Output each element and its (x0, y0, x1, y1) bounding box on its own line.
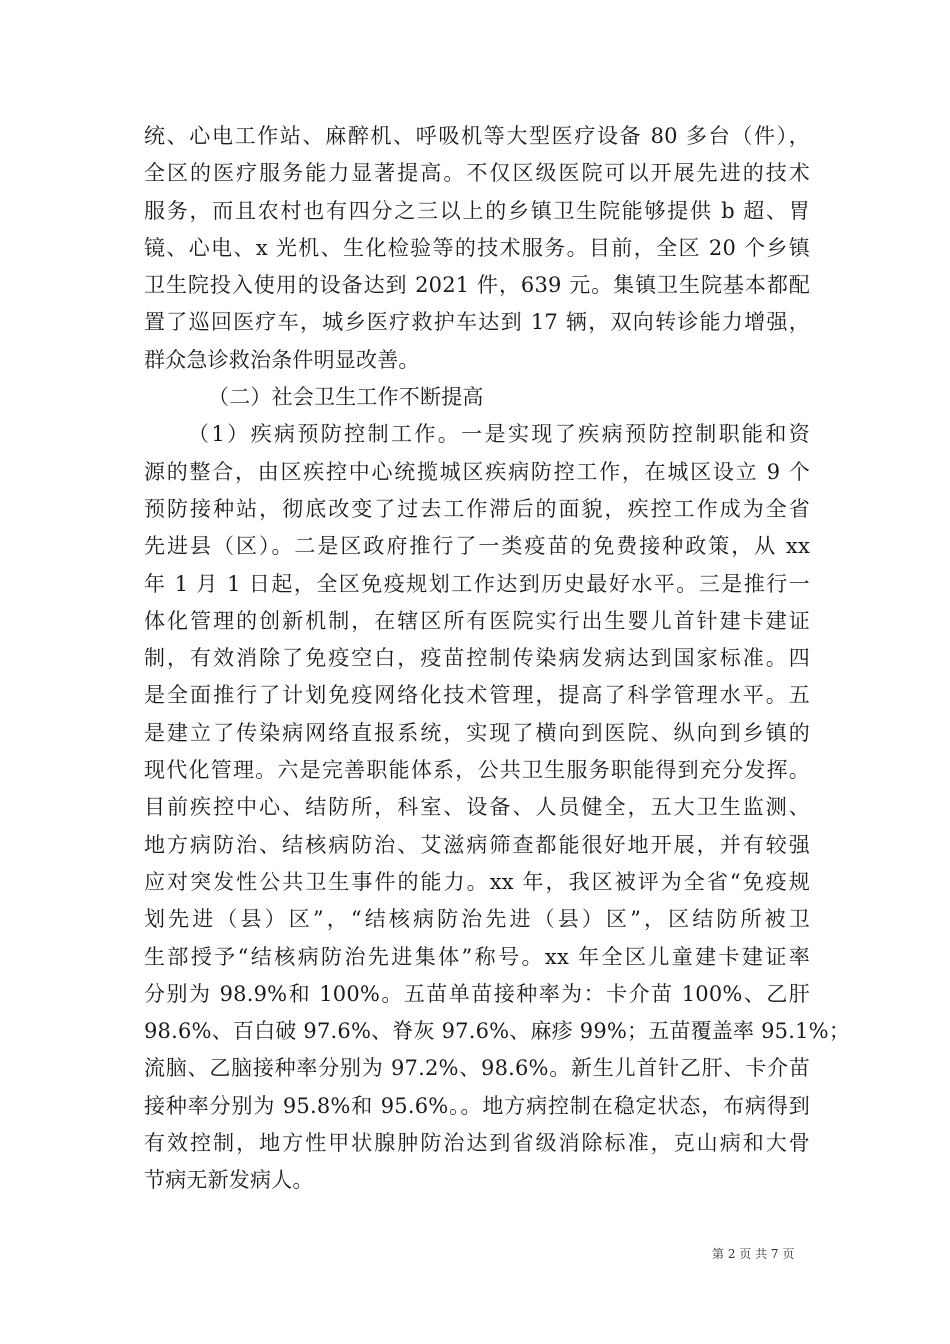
section-heading: （二）社会卫生工作不断提高 (208, 385, 484, 410)
text-line: 分别为 98.9%和 100%。五苗单苗接种率为：卡介苗 100%、乙肝 (144, 981, 810, 1006)
text-line: 群众急诊救治条件明显改善。 (144, 347, 420, 372)
text-line: （1）疾病预防控制工作。一是实现了疾病预防控制职能和资 (188, 422, 810, 447)
text-line: 源的整合，由区疾控中心统揽城区疾病防控工作，在城区设立 9 个 (144, 459, 810, 484)
text-line: 是建立了传染病网络直报系统，实现了横向到医院、纵向到乡镇的 (144, 720, 810, 745)
text-line: 是全面推行了计划免疫网络化技术管理，提高了科学管理水平。五 (144, 683, 810, 708)
paragraph-equipment (144, 118, 810, 379)
text-line: 节病无新发病人。 (144, 1168, 314, 1193)
text-line: 地方病防治、结核病防治、艾滋病筛查都能很好地开展，并有较强 (144, 832, 810, 857)
text-line: 卫生院投入使用的设备达到 2021 件，639 元。集镇卫生院基本都配 (144, 273, 810, 298)
text-line: 服务，而且农村也有四分之三以上的乡镇卫生院能够提供 b 超、胃 (144, 198, 810, 223)
text-line: 镜、心电、x 光机、生化检验等的技术服务。目前，全区 20 个乡镇 (144, 235, 810, 260)
text-line: 有效控制，地方性甲状腺肿防治达到省级消除标准，克山病和大骨 (144, 1131, 810, 1156)
text-line: 应对突发性公共卫生事件的能力。xx 年，我区被评为全省“免疫规 (144, 869, 810, 894)
text-line: 先进县（区）。二是区政府推行了一类疫苗的免费接种政策，从 xx (144, 534, 810, 559)
page-number: 第 2 页 共 7 页 (712, 1247, 795, 1261)
text-line: 98.6%、百白破 97.6%、脊灰 97.6%、麻疹 99%；五苗覆盖率 95.1%； (144, 1019, 851, 1044)
text-line: 制，有效消除了免疫空白，疫苗控制传染病发病达到国家标准。四 (144, 646, 810, 671)
text-line: 体化管理的创新机制，在辖区所有医院实行出生婴儿首针建卡建证 (144, 608, 810, 633)
text-line: 现代化管理。六是完善职能体系，公共卫生服务职能得到充分发挥。 (144, 758, 810, 783)
text-line: 预防接种站，彻底改变了过去工作滞后的面貌，疾控工作成为全省 (144, 496, 810, 521)
text-line: 划先进（县）区”，“结核病防治先进（县）区”，区结防所被卫 (144, 907, 810, 932)
paragraph-disease-control (144, 416, 851, 1199)
text-line: 接种率分别为 95.8%和 95.6%。。地方病控制在稳定状态，布病得到 (144, 1093, 810, 1118)
document-body (144, 118, 851, 1200)
text-line: 年 1 月 1 日起，全区免疫规划工作达到历史最好水平。三是推行一 (144, 571, 810, 596)
text-line: 全区的医疗服务能力显著提高。不仅区级医院可以开展先进的技术 (144, 161, 810, 186)
text-line: 统、心电工作站、麻醉机、呼吸机等大型医疗设备 80 多台（件）， (144, 124, 810, 148)
text-line: 置了巡回医疗车，城乡医疗救护车达到 17 辆，双向转诊能力增强， (144, 310, 810, 335)
text-line: 流脑、乙脑接种率分别为 97.2%、98.6%。新生儿首针乙肝、卡介苗 (144, 1056, 810, 1081)
text-line: 生部授予“结核病防治先进集体”称号。xx 年全区儿童建卡建证率 (144, 944, 810, 969)
text-line: 目前疾控中心、结防所，科室、设备、人员健全，五大卫生监测、 (144, 795, 810, 820)
